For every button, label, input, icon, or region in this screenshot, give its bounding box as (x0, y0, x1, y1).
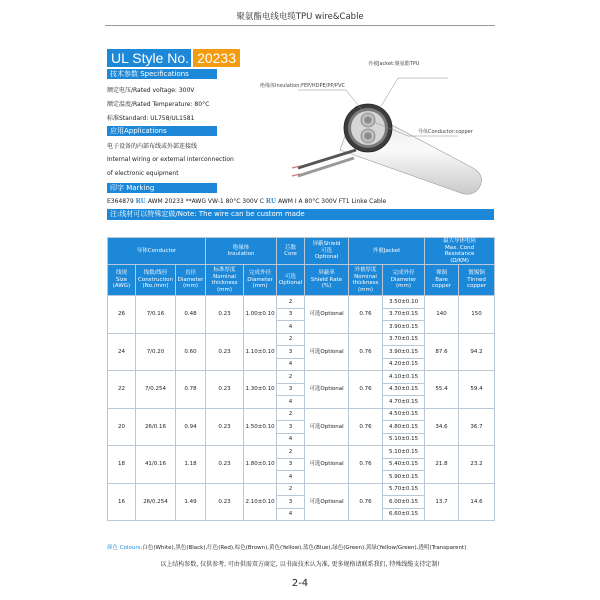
cell-tinned: 150 (459, 296, 495, 334)
cell-jacket-od: 3.70±0.15 (383, 308, 425, 321)
cell-jacket-thickness: 0.76 (349, 333, 383, 371)
cell-jacket-od: 4.10±0.15 (383, 371, 425, 384)
cell-ins-od: 1.80±0.10 (244, 446, 277, 484)
cell-ins-thickness: 0.23 (206, 408, 244, 446)
cell-ins-thickness: 0.23 (206, 371, 244, 409)
table-row (108, 446, 495, 459)
cell-diameter: 1.49 (176, 483, 206, 521)
cell-awg: 16 (108, 483, 136, 521)
ul-recognized-icon: RU (265, 197, 277, 205)
conductor-label: 导体Conductor:copper (418, 129, 473, 135)
header-insulation: 绝缘体 Insulation (206, 238, 277, 265)
cell-tinned: 59.4 (459, 371, 495, 409)
cell-jacket-od: 3.90±0.15 (383, 346, 425, 359)
cell-tinned: 36.7 (459, 408, 495, 446)
table-column-header-row (108, 265, 495, 296)
custom-note: 注:线材可以特殊定做/Note: The wire can be custom made (107, 209, 494, 220)
cell-tinned: 94.2 (459, 333, 495, 371)
cell-tinned: 23.2 (459, 446, 495, 484)
cell-ins-od: 1.10±0.10 (244, 333, 277, 371)
page-number: 2-4 (291, 578, 309, 589)
table-row (108, 483, 495, 496)
cell-bare: 21.8 (425, 446, 459, 484)
cell-core: 4 (277, 508, 305, 521)
cell-tinned: 14.6 (459, 483, 495, 521)
header-core: 芯数 Core (277, 238, 305, 265)
footnote: 以上结构参数, 仅供参考, 可由供需双方商定, 以书面技术认为准, 更多规格请联系我们, 特殊线缆支持定制! (160, 561, 440, 568)
cell-jacket-od: 3.90±0.15 (383, 321, 425, 334)
cell-jacket-od: 4.30±0.15 (383, 383, 425, 396)
cell-jacket-thickness: 0.76 (349, 483, 383, 521)
specification-table (107, 237, 495, 521)
cell-jacket-od: 5.70±0.15 (383, 483, 425, 496)
cell-core: 3 (277, 458, 305, 471)
col-ins-od: 完成外径 Diameter (mm) (244, 265, 277, 296)
table-row (108, 296, 495, 309)
col-bare: 裸铜 Bare copper (425, 265, 459, 296)
cell-diameter: 1.18 (176, 446, 206, 484)
col-awg: 线规 Size (AWG) (108, 265, 136, 296)
cell-core: 3 (277, 496, 305, 509)
cell-core: 3 (277, 421, 305, 434)
application-line: 电子设备的内部布线或外部连接线 (107, 143, 198, 150)
cell-construction: 26/0.16 (136, 408, 176, 446)
marking-awm-us: AWM 20233 **AWG VW-1 80°C 300V C (147, 197, 264, 205)
cell-construction: 26/0.254 (136, 483, 176, 521)
col-tinned: 镀锡铜 Tinned copper (459, 265, 495, 296)
cell-ins-thickness: 0.23 (206, 296, 244, 334)
cell-jacket-od: 5.90±0.15 (383, 471, 425, 484)
style-label: UL Style No. (107, 49, 191, 67)
cell-core: 4 (277, 358, 305, 371)
jacket-label: 外被Jacket:聚氨酯TPU (368, 61, 420, 67)
cell-core: 2 (277, 446, 305, 459)
application-line: Internal wiring or external interconnection (107, 156, 234, 163)
header-jacket: 外被Jacket (349, 238, 425, 265)
marking-file-number: E364879 (107, 197, 134, 205)
cell-core: 2 (277, 296, 305, 309)
cell-ins-thickness: 0.23 (206, 333, 244, 371)
cell-core: 4 (277, 396, 305, 409)
cell-ins-od: 1.30±0.10 (244, 371, 277, 409)
cell-diameter: 0.60 (176, 333, 206, 371)
marking-heading: 印字 Marking (107, 183, 217, 193)
table-row (108, 408, 495, 421)
colour-label: 颜色 Colours: (107, 545, 143, 551)
cell-bare: 140 (425, 296, 459, 334)
cell-jacket-thickness: 0.76 (349, 408, 383, 446)
cell-ins-od: 1.00±0.10 (244, 296, 277, 334)
cell-diameter: 0.94 (176, 408, 206, 446)
cell-core: 3 (277, 346, 305, 359)
cell-bare: 87.6 (425, 333, 459, 371)
col-diameter: 直径 Diameter (mm) (176, 265, 206, 296)
cell-jacket-od: 5.40±0.15 (383, 458, 425, 471)
cell-core: 3 (277, 383, 305, 396)
cell-shield: 可选Optional (305, 371, 349, 409)
style-title (107, 49, 240, 67)
spec-line: 额定电压/Rated voltage: 300V (107, 87, 195, 94)
cell-core: 4 (277, 433, 305, 446)
cell-jacket-od: 6.60±0.15 (383, 508, 425, 521)
cell-core: 4 (277, 471, 305, 484)
cell-jacket-thickness: 0.76 (349, 446, 383, 484)
col-jacket-thickness: 外被厚度 Nominal thickness (mm) (349, 265, 383, 296)
cell-shield: 可选Optional (305, 296, 349, 334)
cell-construction: 7/0.16 (136, 296, 176, 334)
cell-shield: 可选Optional (305, 483, 349, 521)
cell-awg: 26 (108, 296, 136, 334)
cell-jacket-thickness: 0.76 (349, 296, 383, 334)
style-number: 20233 (193, 49, 240, 67)
page-header-title: 聚氨酯电线电缆TPU wire&Cable (236, 12, 364, 22)
table-row (108, 371, 495, 384)
cable-diagram (258, 58, 494, 198)
specifications-heading: 技术参数 Specifications (107, 69, 217, 79)
cell-core: 2 (277, 333, 305, 346)
cell-jacket-od: 4.20±0.15 (383, 358, 425, 371)
cell-awg: 18 (108, 446, 136, 484)
insulation-label: 绝缘体Insulation:FEP/HDPE/PP/PVC (260, 83, 345, 89)
cell-construction: 41/0.16 (136, 446, 176, 484)
ul-recognized-icon: RU (135, 197, 146, 205)
cell-jacket-od: 4.70±0.15 (383, 396, 425, 409)
spec-line: 额定温度/Rated Temperature: 80°C (107, 101, 210, 108)
cell-bare: 55.4 (425, 371, 459, 409)
cell-ins-od: 1.50±0.10 (244, 408, 277, 446)
cell-bare: 34.6 (425, 408, 459, 446)
cell-jacket-od: 5.10±0.15 (383, 433, 425, 446)
cell-jacket-od: 3.50±0.10 (383, 296, 425, 309)
col-ins-thickness: 标准厚度 Nominal thickness (mm) (206, 265, 244, 296)
col-jacket-od: 完成外径 Diameter (mm) (383, 265, 425, 296)
marking-text (107, 197, 386, 205)
cell-jacket-thickness: 0.76 (349, 371, 383, 409)
cell-jacket-od: 4.50±0.15 (383, 408, 425, 421)
cell-construction: 7/0.20 (136, 333, 176, 371)
cell-awg: 24 (108, 333, 136, 371)
cell-shield: 可选Optional (305, 333, 349, 371)
colour-options (107, 543, 466, 551)
cell-awg: 20 (108, 408, 136, 446)
cell-jacket-od: 6.00±0.15 (383, 496, 425, 509)
cell-bare: 13.7 (425, 483, 459, 521)
col-shield-rate: 屏蔽率 Shield Rate (%) (305, 265, 349, 296)
cell-core: 4 (277, 321, 305, 334)
cell-shield: 可选Optional (305, 408, 349, 446)
table-group-header-row (108, 238, 495, 265)
cell-diameter: 0.48 (176, 296, 206, 334)
table-row (108, 333, 495, 346)
applications-heading: 应用Applications (107, 126, 217, 136)
cell-jacket-od: 4.80±0.15 (383, 421, 425, 434)
cell-ins-thickness: 0.23 (206, 483, 244, 521)
cell-core: 2 (277, 371, 305, 384)
cell-ins-thickness: 0.23 (206, 446, 244, 484)
cell-shield: 可选Optional (305, 446, 349, 484)
colour-list: 白色(White),黑色(Black),红色(Red),棕色(Brown),黄色(Yellow),蓝色(Blue),绿色(Green),黄绿(Yellow/Green),透明(Transparent) (142, 545, 467, 551)
header-conductor: 导体Conductor (108, 238, 206, 265)
spec-line: 标准Standard: UL758/UL1581 (107, 115, 195, 122)
cell-jacket-od: 5.10±0.15 (383, 446, 425, 459)
cell-diameter: 0.78 (176, 371, 206, 409)
cell-jacket-od: 3.70±0.15 (383, 333, 425, 346)
cell-core: 2 (277, 483, 305, 496)
cell-core: 2 (277, 408, 305, 421)
header-shield: 屏蔽Shield 可选 Optional (305, 238, 349, 265)
header-resistance: 最大导体电阻 Max. Cond Resistance (Ω/KM) (425, 238, 495, 265)
header-divider (105, 25, 495, 26)
cell-core: 3 (277, 308, 305, 321)
cell-construction: 7/0.254 (136, 371, 176, 409)
marking-awm-canada: AWM I A 80°C 300V FT1 Linke Cable (278, 197, 387, 205)
application-line: of electronic equipment (107, 170, 179, 177)
cell-awg: 22 (108, 371, 136, 409)
col-construction: 线数/线径 Construction (No./mm) (136, 265, 176, 296)
col-core: 可选 Optional (277, 265, 305, 296)
cell-ins-od: 2.10±0.10 (244, 483, 277, 521)
